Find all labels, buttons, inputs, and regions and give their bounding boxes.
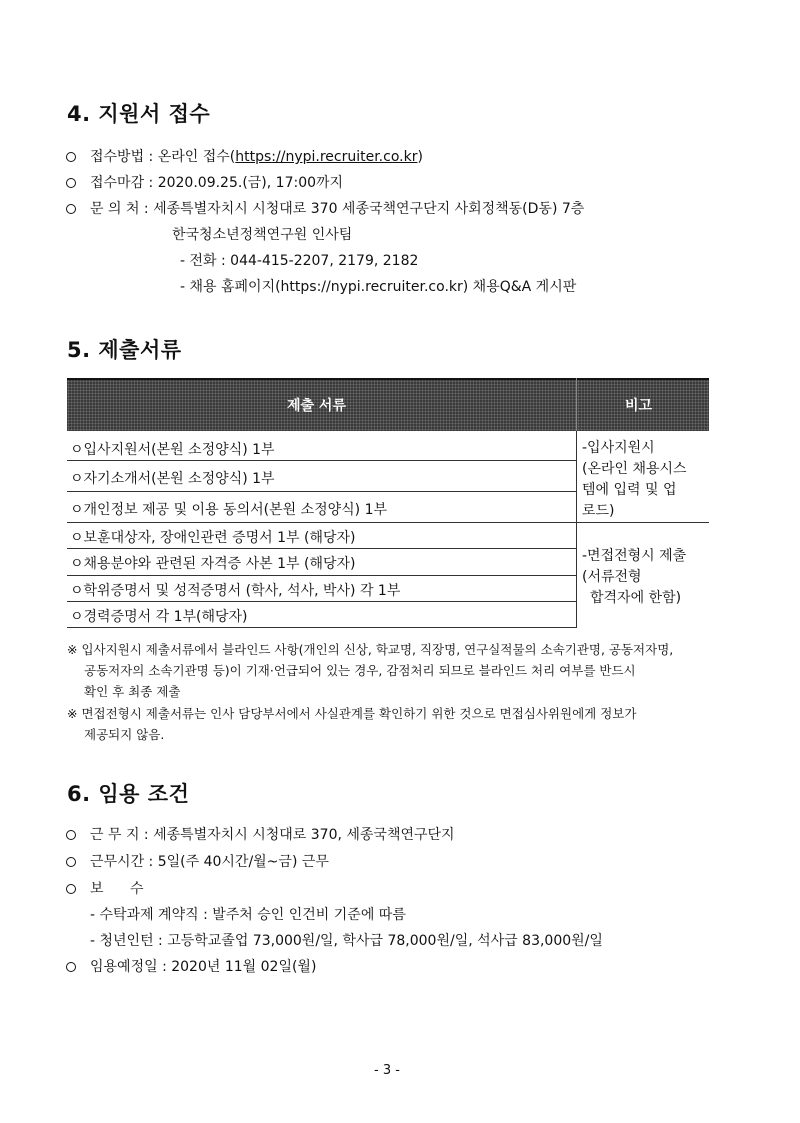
section-5-title: 5. 제출서류 [67, 338, 182, 362]
footnote-line: ※ 입사지원시 제출서류에서 블라인드 사항(개인의 신상, 학교명, 직장명, 연구실적물의 소속기관명, 공동저자명, [67, 642, 674, 657]
page-number: - 3 - [374, 1063, 400, 1078]
section-4-title: 4. 지원서 접수 [67, 102, 211, 126]
table-row: ㅇ경력증명서 각 1부(해당자) [70, 609, 248, 625]
recruit-site-link[interactable]: https://nypi.recruiter.co.kr [235, 149, 418, 165]
note-application: -입사지원시 (온라인 채용시스 템에 입력 및 업 로드) [582, 440, 687, 519]
footnote-line: 제공되지 않음. [84, 727, 165, 742]
table-row: ㅇ입사지원서(본원 소정양식) 1부 [70, 442, 275, 458]
table-row: ㅇ개인정보 제공 및 이용 동의서(본원 소정양식) 1부 [70, 502, 388, 518]
submission-deadline: 접수마감 : 2020.09.25.(금), 17:00까지 [90, 175, 344, 191]
work-hours: 근무시간 : 5일(주 40시간/월~금) 근무 [90, 854, 329, 870]
circle-bullet-icon [66, 962, 76, 972]
note-interview: -면접전형시 제출 (서류전형 합격자에 한함) [582, 548, 687, 606]
contact-org: 한국청소년정책연구원 인사팀 [172, 227, 353, 243]
circle-bullet-icon [66, 884, 76, 894]
table-row: ㅇ학위증명서 및 성적증명서 (학사, 석사, 박사) 각 1부 [70, 583, 401, 599]
pay-contract: - 수탁과제 계약직 : 발주처 승인 인건비 기준에 따름 [90, 907, 406, 923]
header-note: 비고 [625, 398, 653, 414]
contact-address: 문 의 처 : 세종특별자치시 시청대로 370 세종국책연구단지 사회정책동(D동) 7층 [90, 201, 585, 217]
circle-bullet-icon [66, 204, 76, 214]
circle-bullet-icon [66, 152, 76, 162]
table-row: ㅇ자기소개서(본원 소정양식) 1부 [70, 471, 275, 487]
contact-homepage: - 채용 홈페이지(https://nypi.recruiter.co.kr) 채용Q&A 게시판 [180, 279, 577, 295]
circle-bullet-icon [66, 857, 76, 867]
footnote-line: 확인 후 최종 제출 [84, 684, 181, 699]
pay-label: 보 수 [90, 881, 144, 897]
header-documents: 제출 서류 [287, 398, 346, 414]
contact-phone: - 전화 : 044-415-2207, 2179, 2182 [180, 253, 419, 269]
start-date: 임용예정일 : 2020년 11월 02일(월) [90, 959, 317, 975]
submission-method: 접수방법 : 온라인 접수(https://nypi.recruiter.co.kr) [90, 149, 423, 165]
table-row: ㅇ채용분야와 관련된 자격증 사본 1부 (해당자) [70, 556, 356, 572]
table-row: ㅇ보훈대상자, 장애인관련 증명서 1부 (해당자) [70, 530, 356, 546]
pay-intern: - 청년인턴 : 고등학교졸업 73,000원/일, 학사급 78,000원/일, 석사급 83,000원/일 [90, 933, 603, 949]
footnote-line: 공동저자의 소속기관명 등)이 기재·언급되어 있는 경우, 감점처리 되므로 블라인드 처리 여부를 반드시 [84, 663, 636, 678]
footnote-line: ※ 면접전형시 제출서류는 인사 담당부서에서 사실관계를 확인하기 위한 것으로 면접심사위원에게 정보가 [67, 706, 637, 721]
table-header [67, 378, 709, 431]
circle-bullet-icon [66, 830, 76, 840]
circle-bullet-icon [66, 178, 76, 188]
section-6-title: 6. 임용 조건 [67, 782, 190, 806]
documents-table [67, 378, 709, 628]
workplace: 근 무 지 : 세종특별자치시 시청대로 370, 세종국책연구단지 [90, 827, 455, 843]
